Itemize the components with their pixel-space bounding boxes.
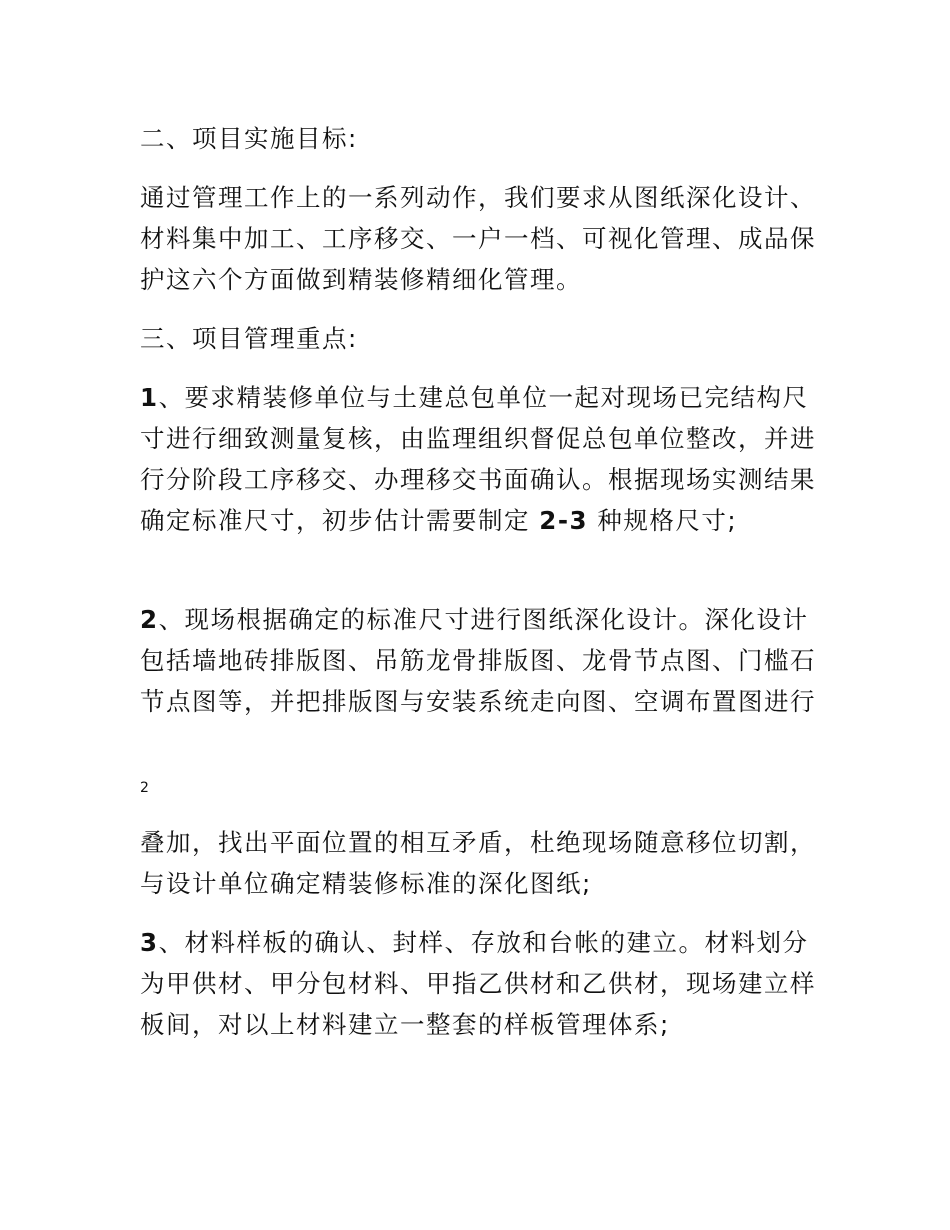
item-1-bold-range: 2-3 bbox=[539, 506, 589, 535]
page-number: 2 bbox=[140, 780, 149, 796]
section-heading-3: 三、项目管理重点: bbox=[140, 324, 358, 353]
goal-paragraph: 通过管理工作上的一系列动作，我们要求从图纸深化设计、材料集中加工、工序移交、一户一档、可视化管理、成品保护这六个方面做到精装修精细化管理。 bbox=[140, 183, 816, 294]
item-3-number: 3 bbox=[140, 928, 159, 957]
item-1-number: 1 bbox=[140, 383, 159, 412]
list-item-1 bbox=[140, 377, 820, 541]
list-item-2 bbox=[140, 599, 820, 722]
item-2-number: 2 bbox=[140, 605, 159, 634]
item-1-text-end: 种规格尺寸; bbox=[588, 506, 738, 535]
item-1-text: 、要求精装修单位与土建总包单位一起对现场已完结构尺寸进行细致测量复核，由监理组织督促总包单位整改，并进行分阶段工序移交、办理移交书面确认。根据现场实测结果确定标准尺寸，初步估计需要制定 bbox=[140, 383, 816, 535]
section-heading-2: 二、项目实施目标: bbox=[140, 124, 358, 153]
item-2-text: 、现场根据确定的标准尺寸进行图纸深化设计。深化设计包括墙地砖排版图、吊筋龙骨排版图、龙骨节点图、门槛石节点图等，并把排版图与安装系统走向图、空调布置图进行 bbox=[140, 605, 816, 716]
item-3-text: 、材料样板的确认、封样、存放和台帐的建立。材料划分为甲供材、甲分包材料、甲指乙供材和乙供材，现场建立样板间，对以上材料建立一整套的样板管理体系; bbox=[140, 928, 816, 1039]
item-2-continuation: 叠加，找出平面位置的相互矛盾，杜绝现场随意移位切割，与设计单位确定精装修标准的深化图纸; bbox=[140, 828, 816, 898]
list-item-3 bbox=[140, 922, 820, 1045]
